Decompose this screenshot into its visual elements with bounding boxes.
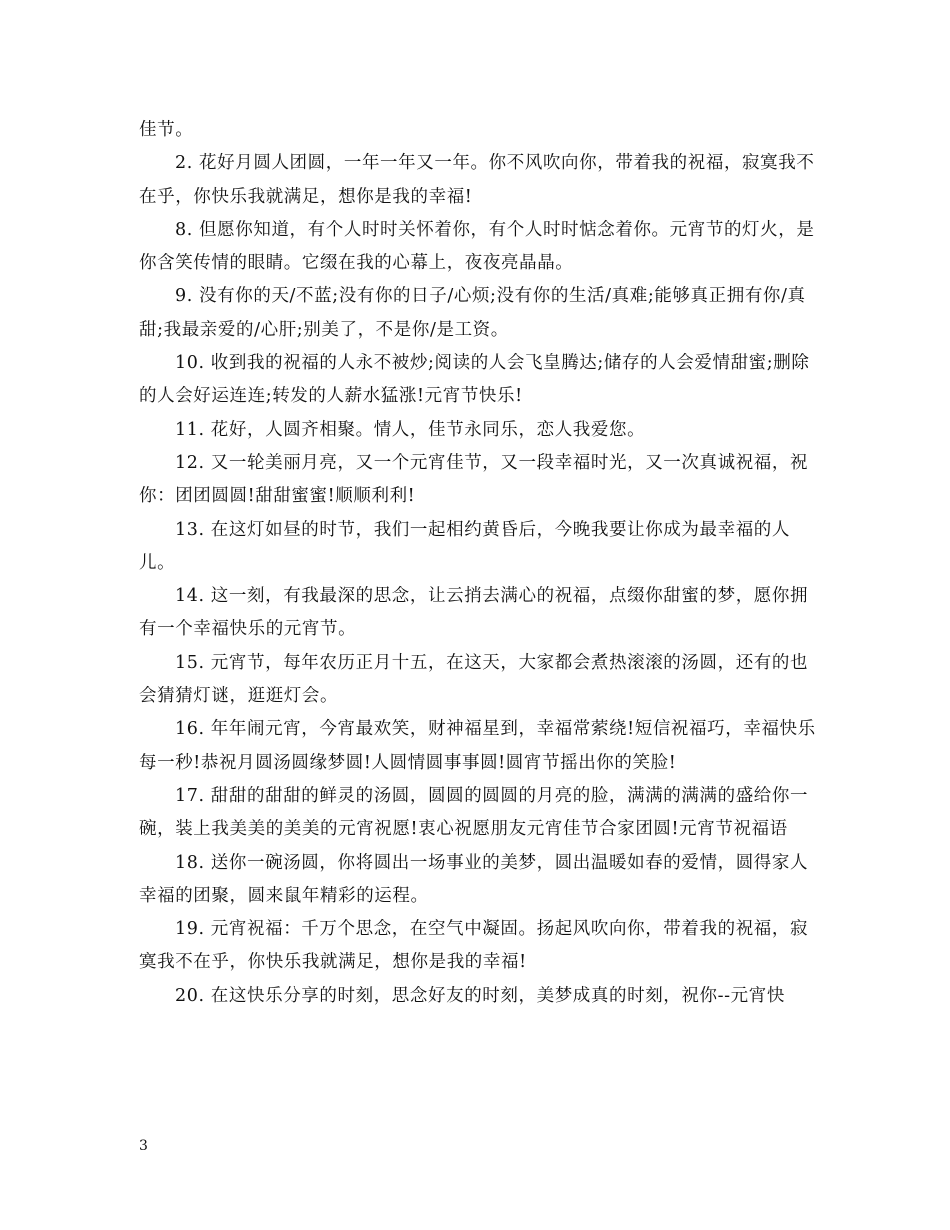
paragraph: 17. 甜甜的甜甜的鲜灵的汤圆，圆圆的圆圆的月亮的脸，满满的满满的盛给你一碗，装上我美美的美美的元宵祝愿!衷心祝愿朋友元宵佳节合家团圆!元宵节祝福语	[139, 785, 809, 840]
page-number: 3	[139, 1138, 148, 1154]
paragraph: 16. 年年闹元宵，今宵最欢笑，财神福星到，幸福常萦绕!短信祝福巧，幸福快乐每一秒!恭祝月圆汤圆缘梦圆!人圆情圆事事圆!圆宵节摇出你的笑脸!	[139, 719, 816, 773]
paragraph: 14. 这一刻，有我最深的思念，让云捎去满心的祝福，点缀你甜蜜的梦，愿你拥有一个幸福快乐的元宵节。	[139, 586, 809, 640]
paragraph: 15. 元宵节，每年农历正月十五，在这天，大家都会煮热滚滚的汤圆，还有的也会猜猜灯谜，逛逛灯会。	[139, 652, 809, 707]
paragraph: 18. 送你一碗汤圆，你将圆出一场事业的美梦，圆出温暖如春的爱情，圆得家人幸福的团聚，圆来鼠年精彩的运程。	[139, 852, 809, 906]
paragraph: 8. 但愿你知道，有个人时时关怀着你，有个人时时惦念着你。元宵节的灯火，是你含笑传情的眼睛。它缀在我的心幕上，夜夜亮晶晶。	[139, 219, 815, 274]
paragraph: 12. 又一轮美丽月亮，又一个元宵佳节，又一段幸福时光，又一次真诚祝福，祝你：团团圆圆!甜甜蜜蜜!顺顺利利!	[139, 452, 809, 507]
paragraph: 佳节。	[139, 120, 194, 140]
paragraph: 20. 在这快乐分享的时刻，思念好友的时刻，美梦成真的时刻，祝你--元宵快	[175, 985, 785, 1006]
body-text	[139, 114, 819, 1013]
paragraph: 10. 收到我的祝福的人永不被炒;阅读的人会飞皇腾达;储存的人会爱情甜蜜;删除的人会好运连连;转发的人薪水猛涨!元宵节快乐!	[139, 353, 810, 407]
paragraph: 11. 花好，人圆齐相聚。情人，佳节永同乐，恋人我爱您。	[175, 419, 646, 440]
paragraph: 2. 花好月圆人团圆，一年一年又一年。你不风吹向你，带着我的祝福，寂寞我不在乎，你快乐我就满足，想你是我的幸福!	[139, 153, 815, 207]
paragraph: 19. 元宵祝福：千万个思念，在空气中凝固。扬起风吹向你，带着我的祝福，寂寞我不在乎，你快乐我就满足，想你是我的幸福!	[139, 919, 809, 973]
paragraph: 13. 在这灯如昼的时节，我们一起相约黄昏后，今晚我要让你成为最幸福的人儿。	[139, 519, 790, 573]
paragraph: 9. 没有你的天/不蓝;没有你的日子/心烦;没有你的生活/真难;能够真正拥有你/真甜;我最亲爱的/心肝;别美了，不是你/是工资。	[139, 286, 806, 340]
